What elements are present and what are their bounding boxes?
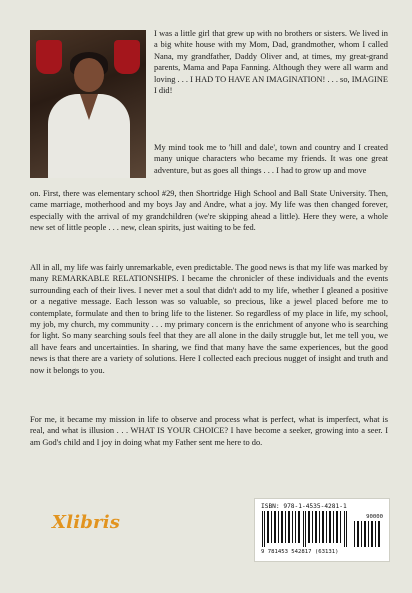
- isbn-label: ISBN: 978-1-4535-4281-1: [261, 503, 347, 510]
- paragraph-3: All in all, my life was fairly unremarkable, even predictable. The good news is that my life was marked by many REMARKABLE RELATIONSHIPS. I became the chronicler of these individuals and the events surrounding each of their lives. I never met a soul that didn't add to my life, whether I gleaned a positive or a negative message. Each lesson was so valuable, so precious, like a jewel placed before me to contemplate, formulate and then to bring life to the listener. So regardless of my place in life, my school, my job, my church, my community . . . my primary concern is the enrichment of anyone who is searching for light. So many searching souls feel that they are all alone in the daily struggle but, let me tell you, we all have fears and uncertainties. In sharing, we find that many have the same experiences, but the good news is that there are a variety of solutions. Here I collected each precious nugget of insight and truth and now it belongs to you.: [30, 263, 388, 375]
- ean-barcode: [261, 511, 351, 547]
- paragraph-2-end: on. First, there was elementary school #29, then Shortridge High School and Ball State University. Then, came marriage, motherhood and my boys Jay and Andre, what a joy. My life was then changed forever, especially with the arrival of my grandchildren (we're skipping ahead a little). Here they were, a whole new set of little people . . . new, clean spirits, just waiting to be fed.: [30, 189, 388, 233]
- author-face: [74, 58, 104, 92]
- barcode-box: [254, 498, 390, 562]
- paragraph-4: For me, it became my mission in life to observe and process what is perfect, what is imperfect, what is real, and what is illusion . . . WHAT IS YOUR CHOICE? I have become a seeker, growing into a seer. I am God's child and I joy in doing what my Father sent me here to do.: [30, 415, 388, 447]
- addon-barcode: [353, 521, 383, 547]
- xlibris-logo: Xlibris: [52, 512, 121, 533]
- price-code: 90000: [366, 514, 383, 520]
- paragraph-1: I was a little girl that grew up with no brothers or sisters. We lived in a big white house with my Mom, Dad, grandmother, whom I called Nana, my grandfather, Daddy Oliver and, at times, my great-grand parents, Mama and Papa Fanning. Although they were all warm and loving . . . I HAD TO HAVE AN IMAGINATION! . . . so, IMAGINE I did!: [154, 29, 388, 96]
- lamp-left: [36, 40, 62, 74]
- lamp-right: [114, 40, 140, 74]
- ean-number: 9 781453 542817 (63131): [261, 549, 339, 555]
- paragraph-2-start: My mind took me to 'hill and dale', town and country and I created many unique characters who became my friends. It was one great adventure, but as goes all things . . . I had to grow up and move: [154, 143, 388, 175]
- author-photo: [30, 30, 146, 178]
